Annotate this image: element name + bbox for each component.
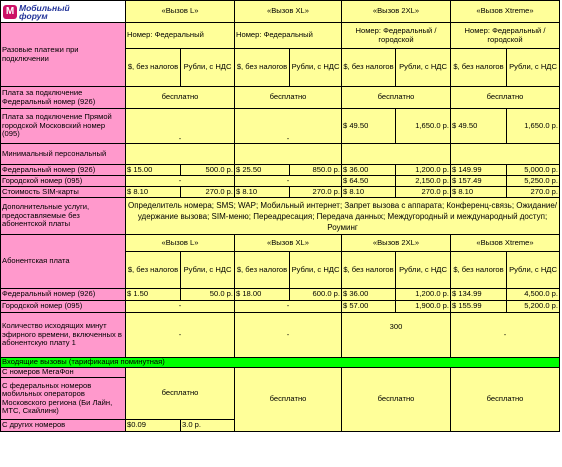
cell-value: $ 8.10 <box>126 187 181 198</box>
plan-header-2xl: «Вызов 2XL» <box>342 235 451 252</box>
row-label-fee-fed: Федеральный номер (926) <box>1 289 126 301</box>
plan-header-xl: «Вызов XL» <box>235 235 342 252</box>
section-one-title: Разовые платежи при подключении <box>1 23 126 87</box>
row-label-min-fed: Федеральный номер (926) <box>1 165 126 176</box>
cell-value: $0.09 <box>126 420 181 432</box>
cell-free: бесплатно <box>451 368 560 432</box>
cell-value: 50.0 р. <box>181 289 235 301</box>
cell-dash: - <box>126 176 235 187</box>
cell-value: $ 36.00 <box>342 165 396 176</box>
cell-value: $ 64.50 <box>342 176 396 187</box>
cell-value: 500.0 р. <box>181 165 235 176</box>
cell-value: 3.0 р. <box>181 420 235 432</box>
number-type-2xl: Номер: Федеральный / городской <box>342 23 451 49</box>
cell-dash: - <box>126 313 235 358</box>
section-three-title: Входящие вызовы (тарификация поминутная) <box>1 358 560 368</box>
cell-dash: - <box>126 109 235 144</box>
usd-header: $, без налогов <box>451 49 507 87</box>
cell-value: 5,250.0 р. <box>507 176 560 187</box>
plan-header-2xl: «Вызов 2XL» <box>342 1 451 23</box>
usd-header: $, без налогов <box>235 49 290 87</box>
row-label-megafon: С номеров МегаФон <box>1 368 126 378</box>
cell-value: $ 155.99 <box>451 301 507 313</box>
usd-header: $, без налогов <box>235 252 290 289</box>
cell-value: $ 18.00 <box>235 289 290 301</box>
row-label-fee-city: Городской номер (095) <box>1 301 126 313</box>
cell-free: бесплатно <box>126 87 235 109</box>
cell-dash: - <box>451 313 560 358</box>
cell-value: 1,650.0 р. <box>507 109 560 144</box>
cell-value: $ 8.10 <box>342 187 396 198</box>
number-type-l: Номер: Федеральный <box>126 23 235 49</box>
rub-header: Рубли, с НДС <box>181 252 235 289</box>
plan-header-l: «Вызов L» <box>126 235 235 252</box>
plan-header-xl: «Вызов XL» <box>235 1 342 23</box>
cell-value: $ 25.50 <box>235 165 290 176</box>
cell-value: $ 157.49 <box>451 176 507 187</box>
logo-line1: Мобильный <box>19 2 70 13</box>
cell-value: $ 36.00 <box>342 289 396 301</box>
logo <box>1 1 126 23</box>
cell-value: $ 15.00 <box>126 165 181 176</box>
plan-header-xtreme: «Вызов Xtreme» <box>451 1 560 23</box>
row-label-min: Минимальный персональный <box>1 144 126 165</box>
row-label-minutes: Количество исходящих минут эфирного времени, включенных в абонентскую плату 1 <box>1 313 126 358</box>
cell-value: 5,200.0 р. <box>507 301 560 313</box>
cell-empty <box>126 144 235 165</box>
cell-value: $ 8.10 <box>235 187 290 198</box>
cell-free: бесплатно <box>342 87 451 109</box>
cell-dash: - <box>235 109 342 144</box>
cell-free: бесплатно <box>126 368 235 420</box>
cell-value: $ 134.99 <box>451 289 507 301</box>
row-label-mobile: С федеральных номеров мобильных операторов Московского региона (Би Лайн, МТС, Скайлинк) <box>1 378 126 420</box>
cell-value: 2,150.0 р. <box>396 176 451 187</box>
cell-value: 1,200.0 р. <box>396 165 451 176</box>
cell-empty <box>342 144 451 165</box>
usd-header: $, без налогов <box>342 49 396 87</box>
row-label-other: С других номеров <box>1 420 126 432</box>
cell-value: 600.0 р. <box>290 289 342 301</box>
minutes-value: 300 <box>342 313 451 358</box>
cell-value: 270.0 р. <box>396 187 451 198</box>
cell-free: бесплатно <box>342 368 451 432</box>
cell-dash: - <box>235 313 342 358</box>
logo-line2: форум <box>19 10 48 21</box>
row-label-min-city: Городской номер (095) <box>1 176 126 187</box>
cell-empty <box>451 144 560 165</box>
cell-value: 1,200.0 р. <box>396 289 451 301</box>
rub-header: Рубли, с НДС <box>507 252 560 289</box>
cell-value: 1,900.0 р. <box>396 301 451 313</box>
cell-free: бесплатно <box>451 87 560 109</box>
rub-header: Рубли, с НДС <box>396 49 451 87</box>
services-list: Определитель номера; SMS; WAP; Мобильный интернет; Запрет вызова с аппарата; Конференц-связь; Ожидание/удержание вызова; SIM-меню; Переадресация; Передача данных; Междугородный и международный доступ; Роуминг <box>126 198 560 235</box>
row-label-conn-fed: Плата за подключение Федеральный номер (926) <box>1 87 126 109</box>
row-label-services: Дополнительные услуги, предоставляемые без абонентской платы <box>1 198 126 235</box>
cell-value: $ 149.99 <box>451 165 507 176</box>
rub-header: Рубли, с НДС <box>396 252 451 289</box>
cell-empty <box>235 144 342 165</box>
section-two-title: Абонентская плата <box>1 235 126 289</box>
row-label-conn-city: Плата за подключение Прямой городской Московский номер (095) <box>1 109 126 144</box>
plan-header-xtreme: «Вызов Xtreme» <box>451 235 560 252</box>
cell-dash: - <box>235 176 342 187</box>
cell-value: $ 57.00 <box>342 301 396 313</box>
rub-header: Рубли, с НДС <box>290 252 342 289</box>
plan-header-l: «Вызов L» <box>126 1 235 23</box>
usd-header: $, без налогов <box>126 252 181 289</box>
number-type-xl: Номер: Федеральный <box>235 23 342 49</box>
cell-free: бесплатно <box>235 368 342 432</box>
cell-value: 4,500.0 р. <box>507 289 560 301</box>
usd-header: $, без налогов <box>451 252 507 289</box>
number-type-xtreme: Номер: Федеральный / городской <box>451 23 560 49</box>
rub-header: Рубли, с НДС <box>290 49 342 87</box>
cell-value: 270.0 р. <box>181 187 235 198</box>
cell-value: $ 1.50 <box>126 289 181 301</box>
cell-value: 5,000.0 р. <box>507 165 560 176</box>
cell-free: бесплатно <box>235 87 342 109</box>
usd-header: $, без налогов <box>342 252 396 289</box>
rub-header: Рубли, с НДС <box>507 49 560 87</box>
cell-value: 270.0 р. <box>507 187 560 198</box>
cell-value: $ 49.50 <box>451 109 507 144</box>
rub-header: Рубли, с НДС <box>181 49 235 87</box>
cell-value: 270.0 р. <box>290 187 342 198</box>
cell-value: $ 8.10 <box>451 187 507 198</box>
row-label-sim: Стоимость SIM-карты <box>1 187 126 198</box>
logo-icon: M <box>3 5 17 19</box>
usd-header: $, без налогов <box>126 49 181 87</box>
cell-dash: - <box>126 301 235 313</box>
cell-dash: - <box>235 301 342 313</box>
cell-value: 850.0 р. <box>290 165 342 176</box>
cell-value: 1,650.0 р. <box>396 109 451 144</box>
cell-value: $ 49.50 <box>342 109 396 144</box>
